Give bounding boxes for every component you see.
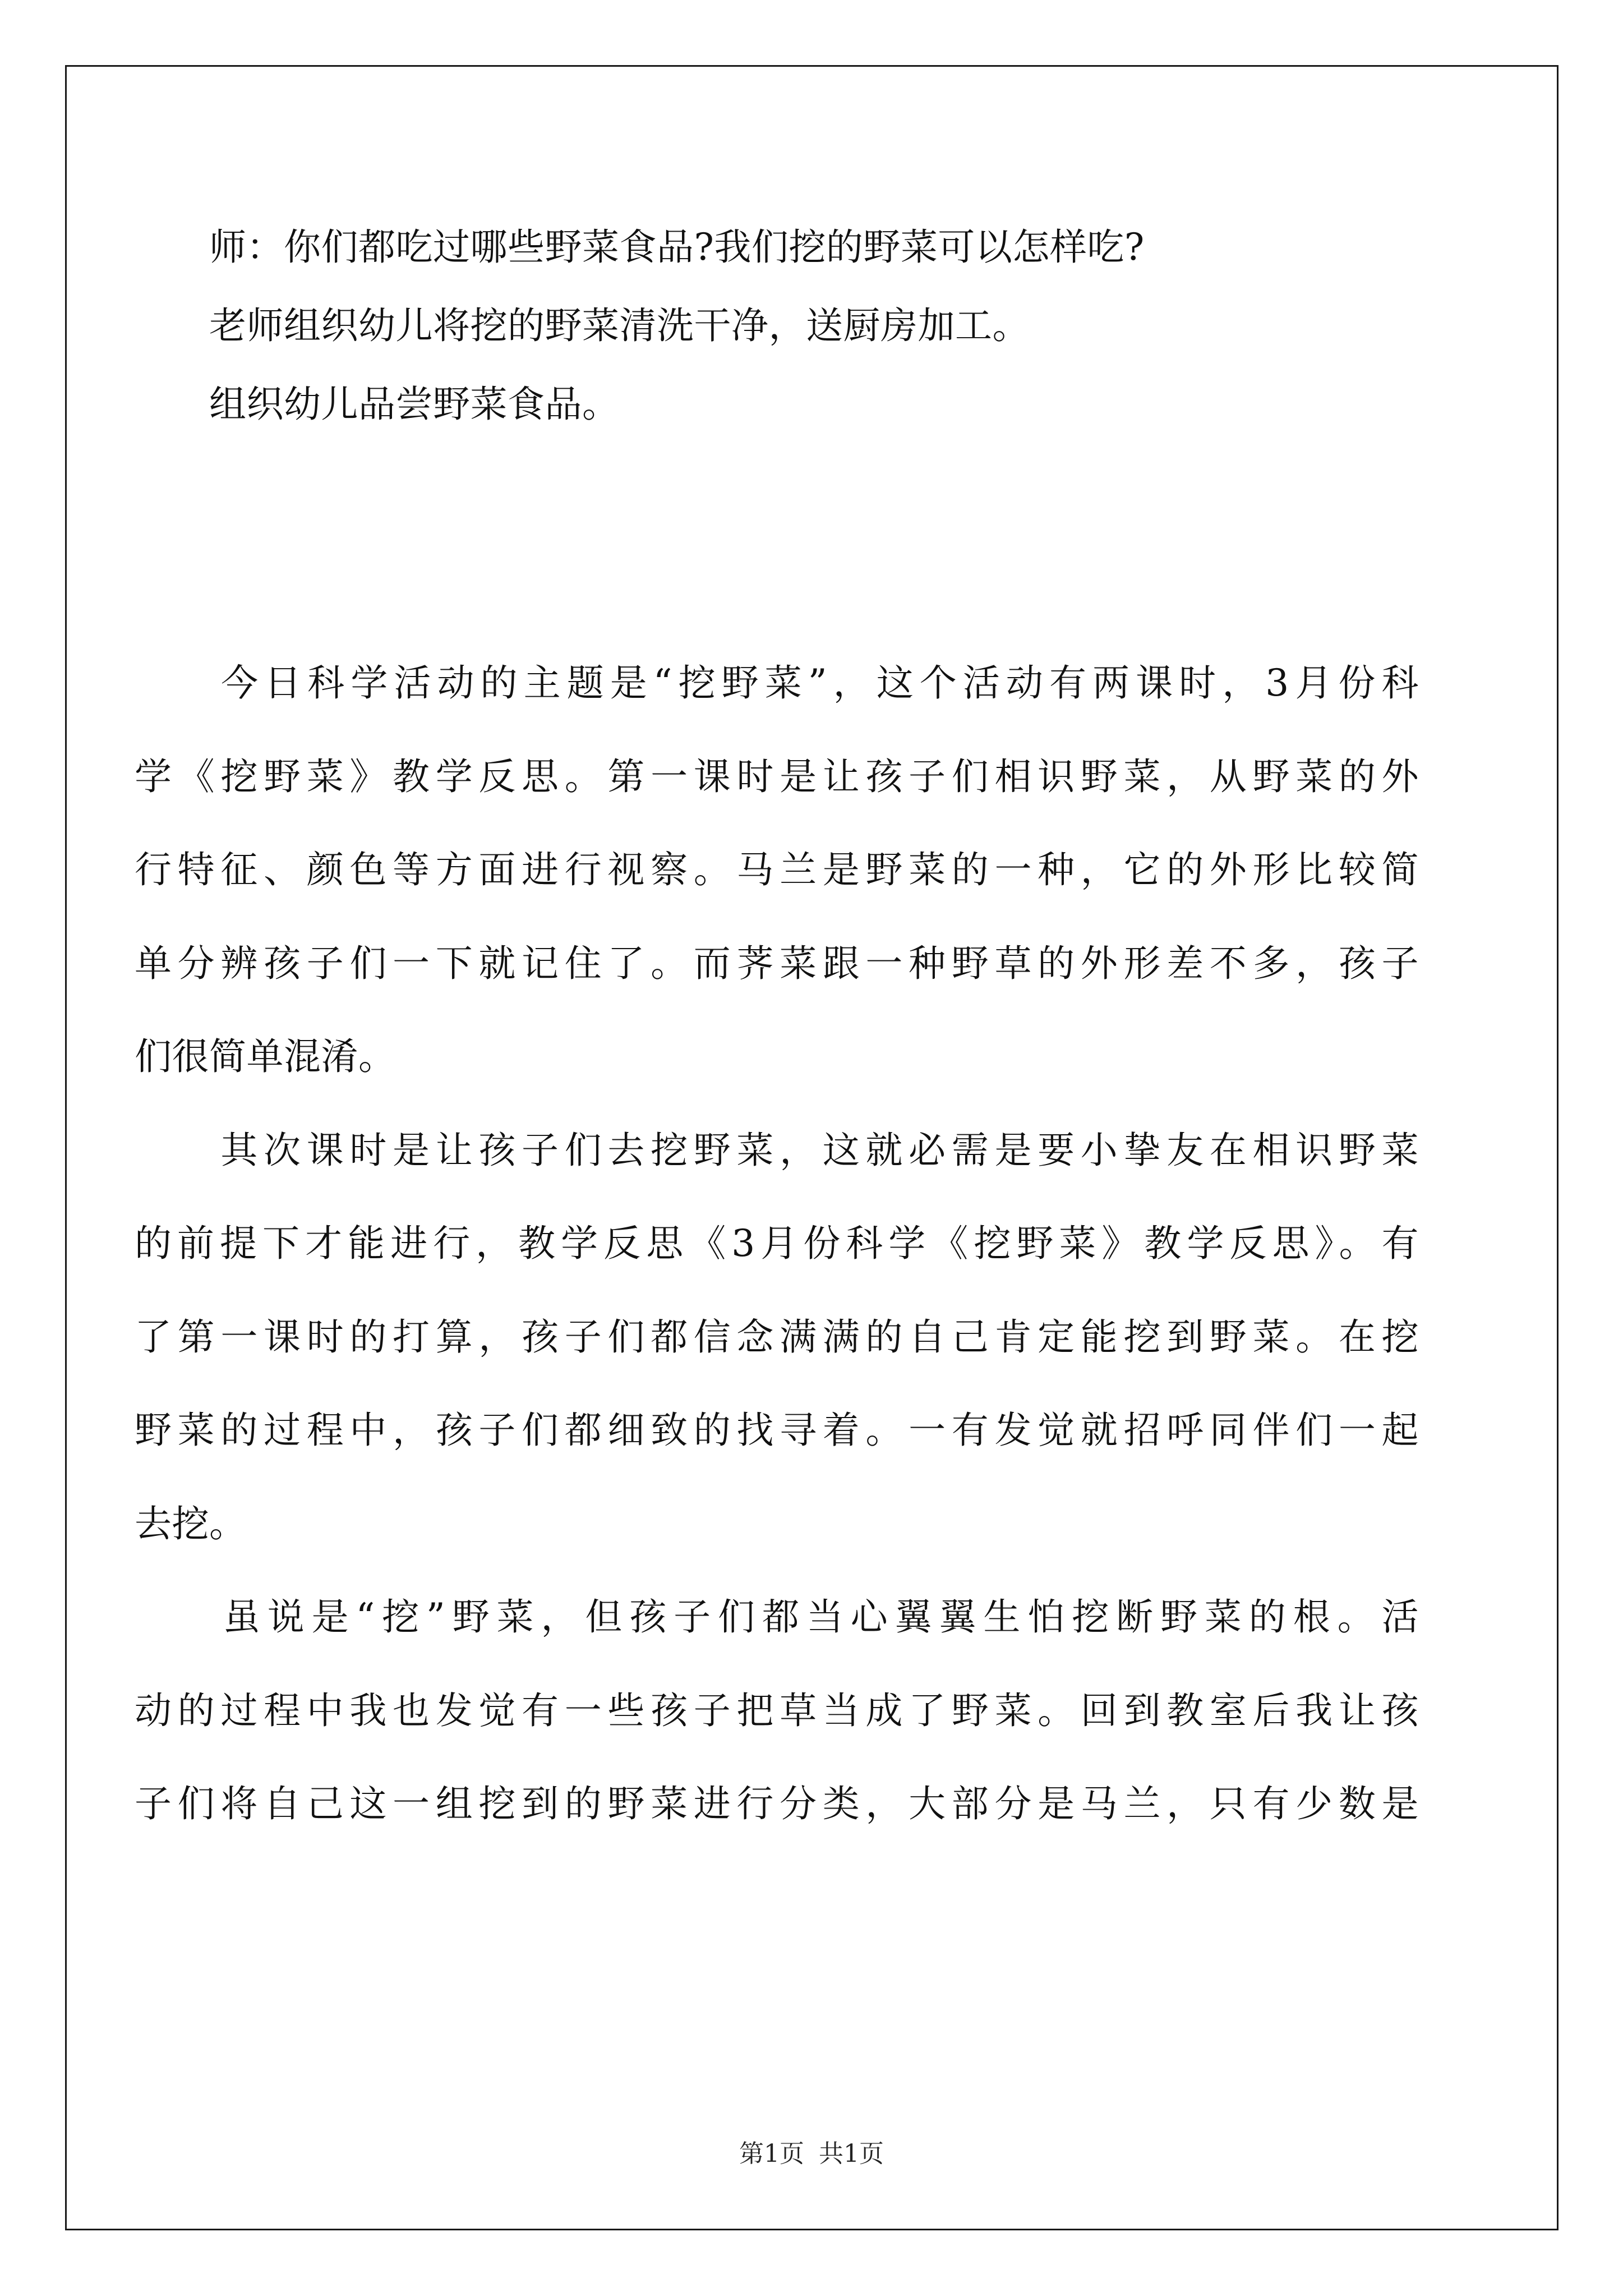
page-number-current: 第1页 bbox=[739, 2139, 804, 2168]
text-line: 了第一课时的打算，孩子们都信念满满的自己肯定能挖到野菜。在挖 bbox=[135, 1315, 1419, 1359]
text-line: 野菜的过程中，孩子们都细致的找寻着。一有发觉就招呼同伴们一起 bbox=[135, 1409, 1419, 1452]
text-line: 单分辨孩子们一下就记住了。而荠菜跟一种野草的外形差不多，孩子 bbox=[135, 942, 1419, 985]
text-line: 今日科学活动的主题是“挖野菜”，这个活动有两课时，3月份科 bbox=[135, 661, 1419, 705]
text-line: 行特征、颜色等方面进行视察。马兰是野菜的一种，它的外形比较简 bbox=[135, 848, 1419, 891]
text-line: 师：你们都吃过哪些野菜食品?我们挖的野菜可以怎样吃? bbox=[135, 226, 1145, 269]
text-line: 动的过程中我也发觉有一些孩子把草当成了野菜。回到教室后我让孩 bbox=[135, 1689, 1419, 1732]
text-line: 去挖。 bbox=[135, 1502, 247, 1545]
page-footer bbox=[0, 2137, 1623, 2171]
text-line: 的前提下才能进行，教学反思《3月份科学《挖野菜》教学反思》。有 bbox=[135, 1222, 1419, 1265]
text-line: 们很简单混淆。 bbox=[135, 1035, 396, 1078]
text-line: 学《挖野菜》教学反思。第一课时是让孩子们相识野菜，从野菜的外 bbox=[135, 755, 1419, 798]
text-line: 虽说是“挖”野菜，但孩子们都当心翼翼生怕挖断野菜的根。活 bbox=[135, 1595, 1419, 1639]
text-line: 其次课时是让孩子们去挖野菜，这就必需是要小挚友在相识野菜 bbox=[135, 1129, 1419, 1172]
text-line: 老师组织幼儿将挖的野菜清洗干净，送厨房加工。 bbox=[135, 304, 1030, 347]
page-number-total: 共1页 bbox=[819, 2139, 884, 2168]
text-line: 子们将自己这一组挖到的野菜进行分类，大部分是马兰，只有少数是 bbox=[135, 1782, 1419, 1825]
text-line: 组织幼儿品尝野菜食品。 bbox=[135, 383, 620, 426]
